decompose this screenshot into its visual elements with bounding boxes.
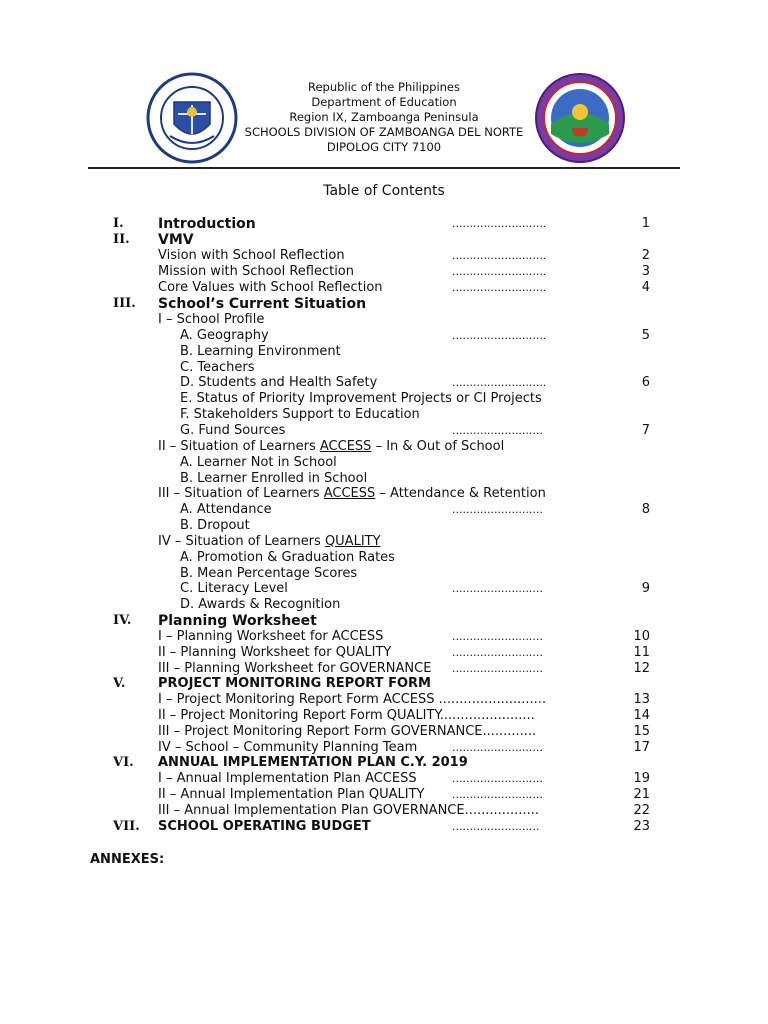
label-part: – Attendance & Retention bbox=[375, 486, 546, 501]
section-number: I. bbox=[113, 216, 124, 231]
toc-label: III – Project Monitoring Report Form GOVERNANCE............. bbox=[158, 724, 537, 739]
toc-label: Planning Worksheet bbox=[158, 613, 317, 629]
toc-label: I – Project Monitoring Report Form ACCESS .......................... bbox=[158, 692, 547, 707]
toc-entry bbox=[0, 518, 768, 534]
toc-entry bbox=[0, 581, 768, 597]
toc-label: A. Attendance bbox=[180, 502, 272, 517]
toc-page: 5 bbox=[641, 328, 650, 343]
section-number: VI. bbox=[113, 755, 134, 770]
toc-entry bbox=[0, 645, 768, 661]
toc-entry bbox=[0, 280, 768, 296]
toc-page: 15 bbox=[633, 724, 650, 739]
toc-page: 8 bbox=[641, 502, 650, 517]
toc-entry bbox=[0, 708, 768, 724]
toc-entry bbox=[0, 740, 768, 756]
toc-label: Core Values with School Reflection bbox=[158, 280, 383, 295]
toc-page: 2 bbox=[641, 248, 650, 263]
underlined-keyword: QUALITY bbox=[324, 534, 381, 549]
toc-entry bbox=[0, 692, 768, 708]
toc-entry bbox=[0, 803, 768, 819]
toc-label: III – Planning Worksheet for GOVERNANCE bbox=[158, 661, 432, 676]
toc-label: D. Awards & Recognition bbox=[180, 597, 341, 612]
toc-entry-planning-worksheet bbox=[0, 613, 768, 629]
toc-leader: ........................... bbox=[452, 376, 547, 389]
toc-page: 3 bbox=[641, 264, 650, 279]
toc-label: F. Stakeholders Support to Education bbox=[180, 407, 420, 422]
toc-entry bbox=[0, 787, 768, 803]
toc-leader: .......................... bbox=[452, 741, 543, 754]
toc-leader: ........................... bbox=[452, 281, 547, 294]
toc-label: II – Planning Worksheet for QUALITY bbox=[158, 645, 392, 660]
label-part: II – Situation of Learners bbox=[158, 439, 320, 454]
letterhead-text bbox=[200, 80, 568, 155]
section-number: II. bbox=[113, 232, 130, 247]
toc-label: C. Teachers bbox=[180, 360, 255, 375]
toc-entry-current-situation bbox=[0, 296, 768, 312]
toc-leader: .......................... bbox=[452, 424, 543, 437]
toc-label: II – Project Monitoring Report Form QUALITY....................... bbox=[158, 708, 535, 723]
toc-entry bbox=[0, 771, 768, 787]
toc-entry bbox=[0, 344, 768, 360]
toc-entry bbox=[0, 248, 768, 264]
toc-entry bbox=[0, 264, 768, 280]
toc-leader: .......................... bbox=[452, 772, 543, 785]
toc-leader: ........................... bbox=[452, 249, 547, 262]
toc-label: II – Annual Implementation Plan QUALITY bbox=[158, 787, 425, 802]
toc-page: 10 bbox=[633, 629, 650, 644]
toc-label: Introduction bbox=[158, 216, 256, 232]
toc-page: 19 bbox=[633, 771, 650, 786]
toc-leader: ......................... bbox=[452, 820, 540, 833]
toc-page: 6 bbox=[641, 375, 650, 390]
toc-title: Table of Contents bbox=[323, 183, 445, 199]
label-part: III – Situation of Learners bbox=[158, 486, 324, 501]
toc-label: B. Learner Enrolled in School bbox=[180, 471, 368, 486]
toc-label: C. Literacy Level bbox=[180, 581, 288, 596]
toc-entry bbox=[0, 724, 768, 740]
toc-label: B. Mean Percentage Scores bbox=[180, 566, 358, 581]
toc-entry bbox=[0, 661, 768, 677]
toc-leader: ........................... bbox=[452, 329, 547, 342]
toc-leader: .......................... bbox=[452, 662, 543, 675]
header-line-city: DIPOLOG CITY 7100 bbox=[326, 140, 442, 154]
toc-label: D. Students and Health Safety bbox=[180, 375, 378, 390]
toc-label: B. Learning Environment bbox=[180, 344, 341, 359]
toc-page: 4 bbox=[641, 280, 650, 295]
toc-label bbox=[158, 534, 381, 550]
toc-leader: .......................... bbox=[452, 503, 543, 516]
toc-entry bbox=[0, 534, 768, 550]
section-number: V. bbox=[113, 676, 126, 691]
toc-label: III – Annual Implementation Plan GOVERNANCE.................. bbox=[158, 803, 539, 818]
toc-entry-annual-plan bbox=[0, 755, 768, 771]
toc-label: SCHOOL OPERATING BUDGET bbox=[158, 819, 371, 834]
toc-page: 23 bbox=[633, 819, 650, 834]
toc-page: 21 bbox=[633, 787, 650, 802]
section-number: VII. bbox=[113, 819, 140, 834]
toc-label: E. Status of Priority Improvement Projects or CI Projects bbox=[180, 391, 542, 406]
toc-entry bbox=[0, 629, 768, 645]
toc-label: I – Annual Implementation Plan ACCESS bbox=[158, 771, 417, 786]
header-line-republic: Republic of the Philippines bbox=[307, 80, 461, 94]
toc-entry-vmv bbox=[0, 232, 768, 248]
header-line-division: SCHOOLS DIVISION OF ZAMBOANGA DEL NORTE bbox=[244, 125, 524, 139]
toc-label: A. Promotion & Graduation Rates bbox=[180, 550, 395, 565]
toc-leader: .......................... bbox=[452, 630, 543, 643]
toc-entry bbox=[0, 566, 768, 582]
toc-entry bbox=[0, 550, 768, 566]
toc-entry-monitoring-report bbox=[0, 676, 768, 692]
toc-label: I – Planning Worksheet for ACCESS bbox=[158, 629, 384, 644]
toc-label bbox=[158, 486, 546, 502]
toc-entry bbox=[0, 328, 768, 344]
toc-leader: .......................... bbox=[452, 646, 543, 659]
toc-label: Mission with School Reflection bbox=[158, 264, 354, 279]
toc-entry bbox=[0, 455, 768, 471]
annexes-heading: ANNEXES: bbox=[90, 852, 165, 867]
toc-page: 1 bbox=[641, 216, 650, 231]
toc-entry bbox=[0, 597, 768, 613]
toc-leader: .......................... bbox=[452, 582, 543, 595]
toc-label: IV – School – Community Planning Team bbox=[158, 740, 418, 755]
underlined-keyword: ACCESS bbox=[319, 439, 372, 454]
section-number: IV. bbox=[113, 613, 132, 628]
toc-label: VMV bbox=[158, 232, 194, 248]
toc-page: 9 bbox=[641, 581, 650, 596]
toc-entry bbox=[0, 486, 768, 502]
toc-page: 14 bbox=[633, 708, 650, 723]
underlined-keyword: ACCESS bbox=[323, 486, 376, 501]
letterhead bbox=[0, 0, 768, 170]
toc-label: G. Fund Sources bbox=[180, 423, 286, 438]
toc-entry bbox=[0, 312, 768, 328]
toc-page: 7 bbox=[641, 423, 650, 438]
toc-label: A. Learner Not in School bbox=[180, 455, 337, 470]
toc-label: B. Dropout bbox=[180, 518, 250, 533]
toc-label: A. Geography bbox=[180, 328, 269, 343]
toc-label: ANNUAL IMPLEMENTATION PLAN C.Y. 2019 bbox=[158, 755, 468, 770]
label-part: – In & Out of School bbox=[371, 439, 505, 454]
toc-entry-operating-budget bbox=[0, 819, 768, 835]
toc-page: 11 bbox=[633, 645, 650, 660]
toc-entry bbox=[0, 439, 768, 455]
toc-page: 17 bbox=[633, 740, 650, 755]
toc-leader: ........................... bbox=[452, 217, 547, 230]
toc-entry bbox=[0, 375, 768, 391]
toc-entry bbox=[0, 471, 768, 487]
header-divider bbox=[88, 167, 680, 169]
toc-page: 22 bbox=[633, 803, 650, 818]
toc-leader: ........................... bbox=[452, 265, 547, 278]
toc-label: School’s Current Situation bbox=[158, 296, 367, 312]
section-number: III. bbox=[113, 296, 136, 311]
toc-label: I – School Profile bbox=[158, 312, 265, 327]
toc-entry bbox=[0, 407, 768, 423]
toc-entry bbox=[0, 502, 768, 518]
header-line-department: Department of Education bbox=[311, 95, 457, 109]
toc-entry bbox=[0, 360, 768, 376]
toc-entry bbox=[0, 423, 768, 439]
toc-label bbox=[158, 439, 504, 455]
toc-label: PROJECT MONITORING REPORT FORM bbox=[158, 676, 431, 691]
toc-page: 13 bbox=[633, 692, 650, 707]
toc-entry-introduction bbox=[0, 216, 768, 232]
toc-page: 12 bbox=[633, 661, 650, 676]
toc-label: Vision with School Reflection bbox=[158, 248, 345, 263]
label-part: IV – Situation of Learners bbox=[158, 534, 325, 549]
toc-entry bbox=[0, 391, 768, 407]
header-line-region: Region IX, Zamboanga Peninsula bbox=[289, 110, 479, 124]
toc-leader: .......................... bbox=[452, 788, 543, 801]
